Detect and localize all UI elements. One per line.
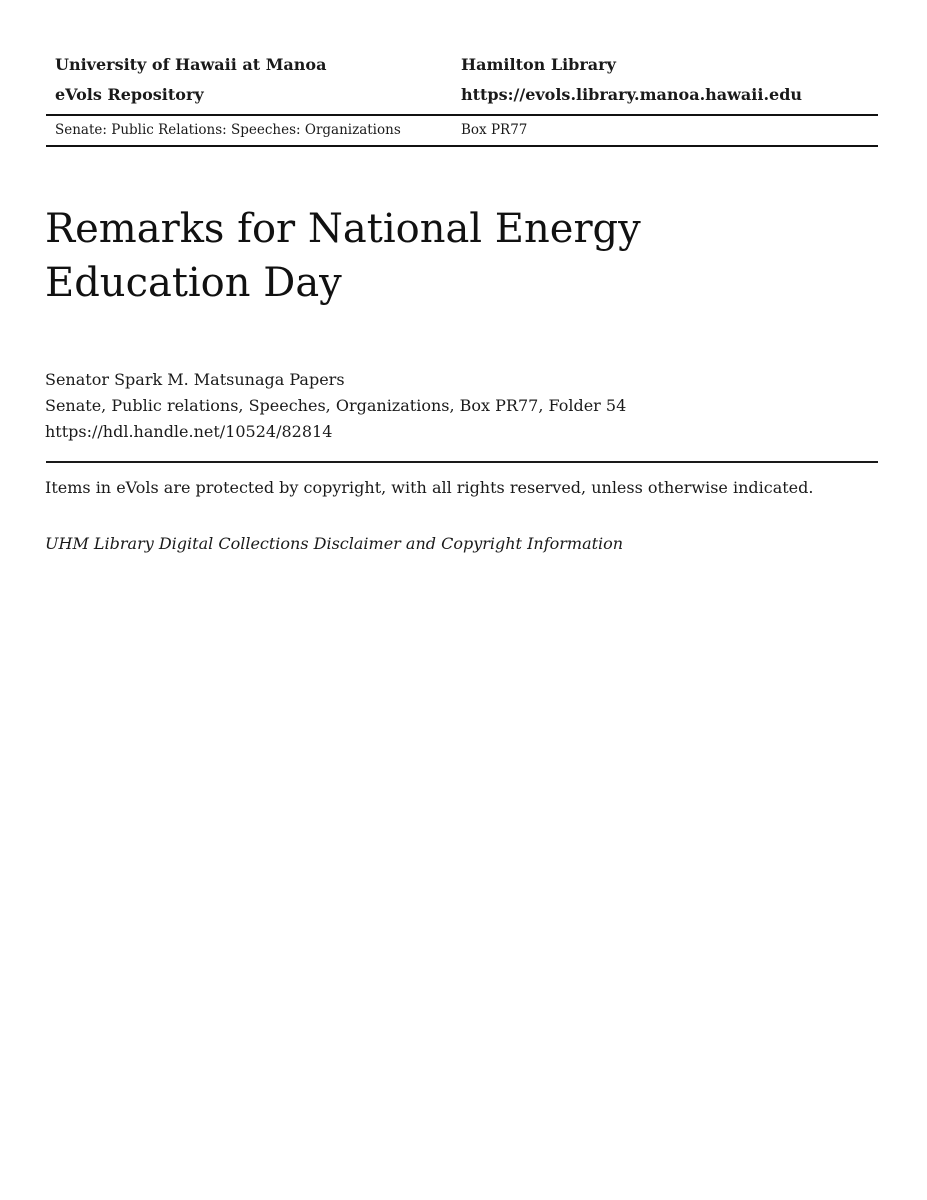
repository-header — [46, 50, 878, 147]
page-title-line-1: Remarks for National Energy — [45, 206, 641, 252]
repository-name: eVols Repository — [55, 85, 204, 104]
header-sub-row — [46, 116, 878, 147]
disclaimer-copyright-link[interactable]: UHM Library Digital Collections Disclaimer and Copyright Information — [45, 534, 624, 553]
header-top-row — [46, 50, 878, 116]
institution-name: University of Hawaii at Manoa — [55, 55, 327, 74]
handle-url-link[interactable]: https://hdl.handle.net/10524/82814 — [45, 422, 333, 441]
repository-url-link[interactable]: https://evols.library.manoa.hawaii.edu — [461, 85, 803, 104]
footer-divider-rule — [46, 461, 878, 463]
library-name: Hamilton Library — [461, 55, 616, 74]
item-metadata — [45, 367, 878, 445]
collection-name: Senator Spark M. Matsunaga Papers — [45, 370, 345, 389]
box-label: Box PR77 — [461, 122, 528, 138]
series-breadcrumb: Senate: Public Relations: Speeches: Organizations — [55, 122, 401, 138]
header-right-column — [461, 50, 878, 110]
page-title-line-2: Education Day — [45, 260, 342, 306]
copyright-notice: Items in eVols are protected by copyright, with all rights reserved, unless otherwise indicated. — [45, 478, 814, 497]
archival-location: Senate, Public relations, Speeches, Organizations, Box PR77, Folder 54 — [45, 396, 627, 415]
page-title — [45, 202, 878, 310]
header-left-column — [55, 50, 461, 110]
